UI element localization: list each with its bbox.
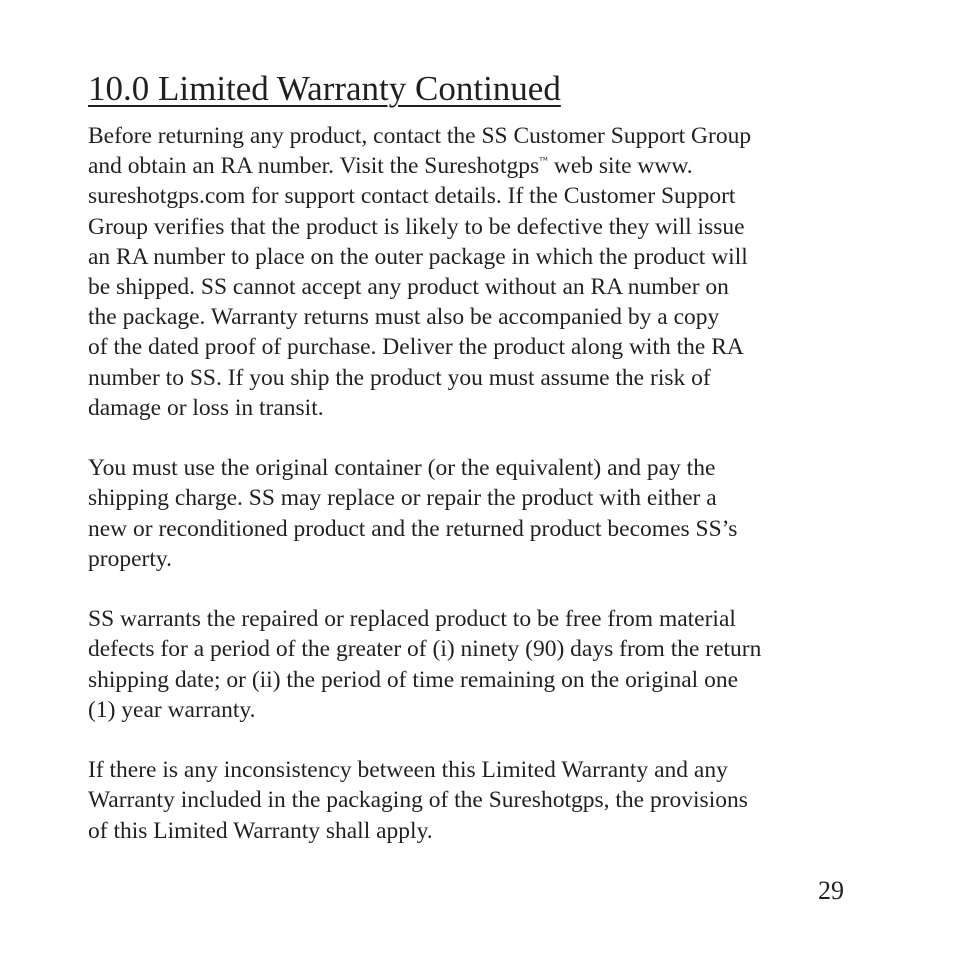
text-line: new or reconditioned product and the returned product becomes SS’s bbox=[88, 515, 738, 542]
text-line: damage or loss in transit. bbox=[88, 394, 324, 421]
text-line-part: and obtain an RA number. Visit the Sureshotgps bbox=[88, 153, 540, 180]
text-line: property. bbox=[88, 545, 172, 572]
text-line: You must use the original container (or the equivalent) and pay the bbox=[88, 455, 716, 482]
paragraph-repair-warranty bbox=[88, 604, 868, 725]
paragraph-inconsistency bbox=[88, 755, 868, 846]
document-page bbox=[88, 66, 868, 876]
text-line: (1) year warranty. bbox=[88, 696, 256, 723]
trademark-symbol: ™ bbox=[539, 155, 548, 166]
text-line: Warranty included in the packaging of the Sureshotgps, the provisions bbox=[88, 787, 748, 814]
text-line: shipping date; or (ii) the period of time remaining on the original one bbox=[88, 666, 739, 693]
text-line: the package. Warranty returns must also be accompanied by a copy bbox=[88, 304, 720, 331]
text-line: sureshotgps.com for support contact details. If the Customer Support bbox=[88, 183, 736, 210]
text-line: SS warrants the repaired or replaced product to be free from material bbox=[88, 606, 736, 633]
text-line: Group verifies that the product is likely to be defective they will issue bbox=[88, 213, 745, 240]
text-line: shipping charge. SS may replace or repair the product with either a bbox=[88, 485, 717, 512]
text-line: number to SS. If you ship the product you must assume the risk of bbox=[88, 364, 711, 391]
text-line bbox=[88, 151, 868, 181]
text-line: of the dated proof of purchase. Deliver the product along with the RA bbox=[88, 334, 744, 361]
text-line: be shipped. SS cannot accept any product without an RA number on bbox=[88, 274, 729, 301]
paragraph-return-procedure bbox=[88, 121, 868, 423]
text-line: of this Limited Warranty shall apply. bbox=[88, 817, 433, 844]
section-heading: 10.0 Limited Warranty Continued bbox=[88, 69, 561, 108]
text-line: defects for a period of the greater of (i) ninety (90) days from the return bbox=[88, 636, 762, 663]
text-line-part: web site www. bbox=[548, 153, 693, 180]
page-number: 29 bbox=[818, 876, 844, 905]
paragraph-shipping bbox=[88, 453, 868, 574]
text-line: an RA number to place on the outer package in which the product will bbox=[88, 243, 748, 270]
text-line: If there is any inconsistency between this Limited Warranty and any bbox=[88, 757, 728, 784]
text-line: Before returning any product, contact the SS Customer Support Group bbox=[88, 123, 752, 149]
